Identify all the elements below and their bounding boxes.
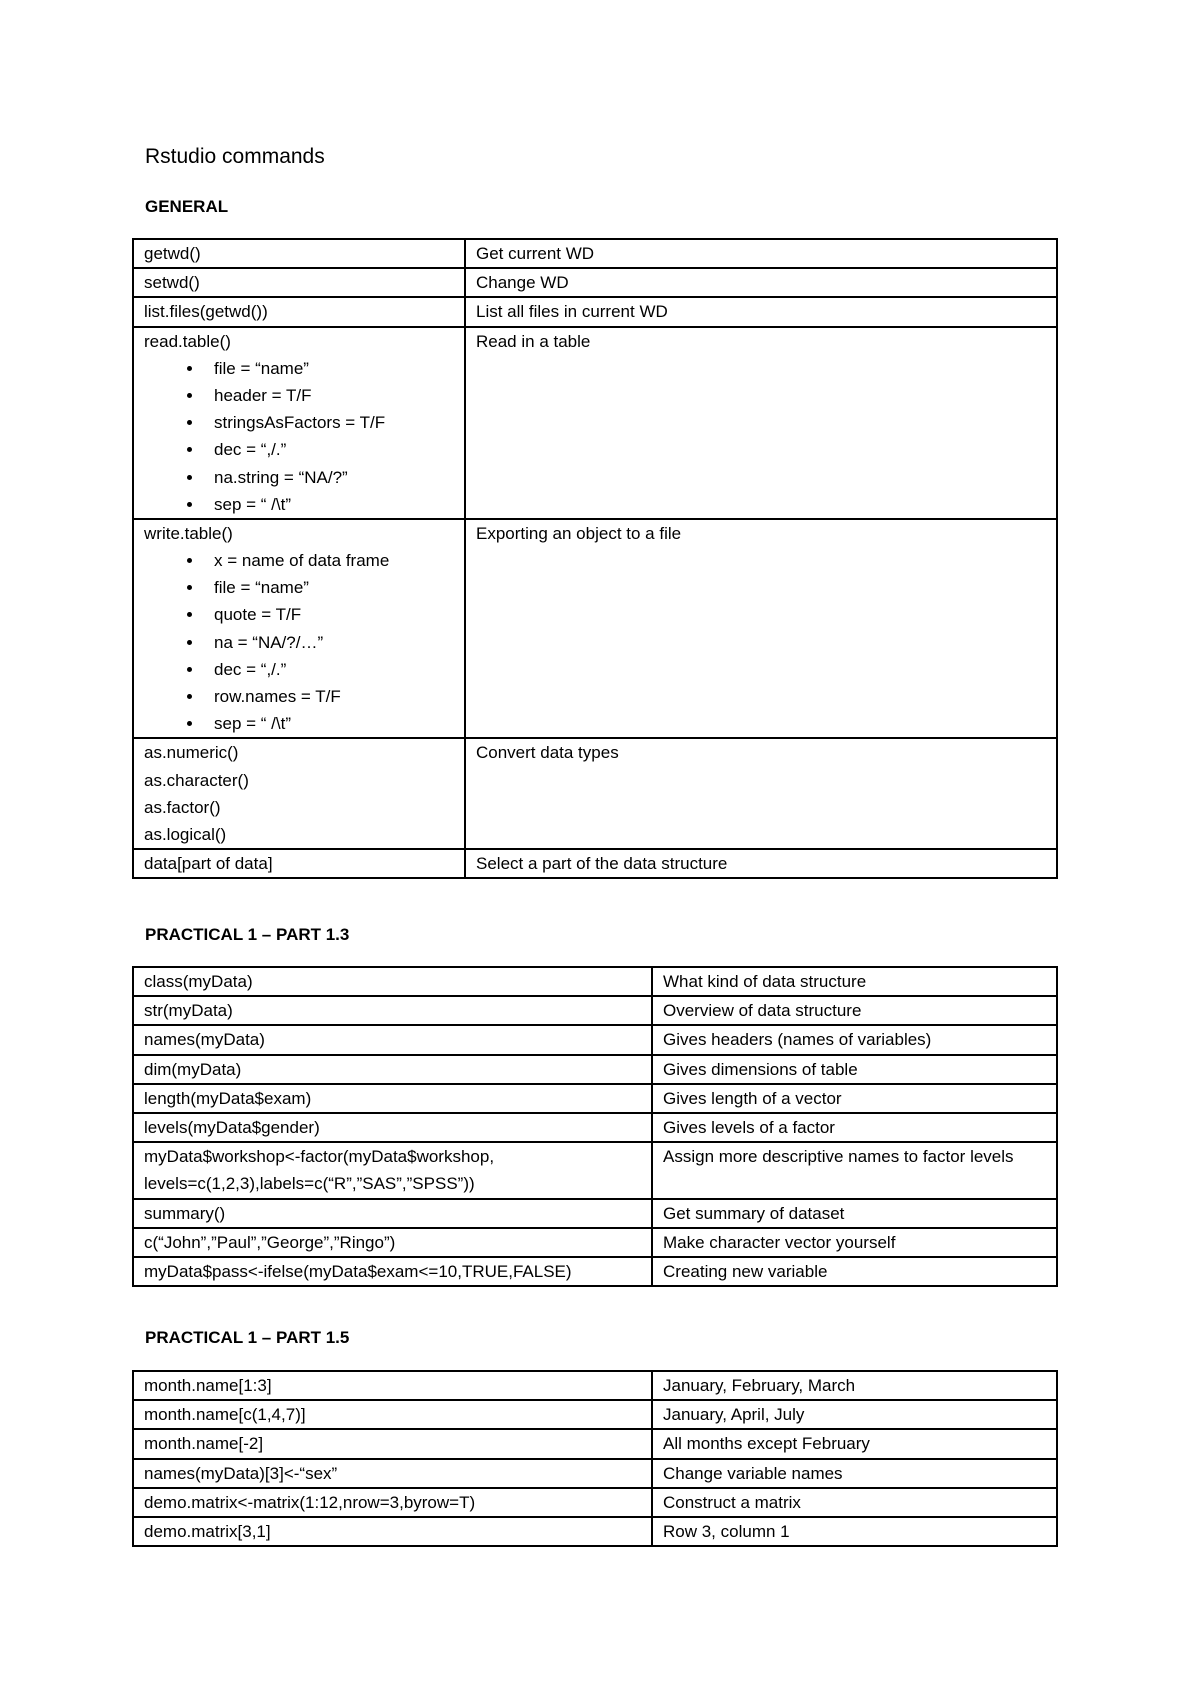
table-row [133,239,1057,268]
command-cell: str(myData) [133,996,652,1025]
parameter-list [144,547,454,737]
description-cell: Gives headers (names of variables) [652,1025,1057,1054]
command-line: as.numeric() [144,743,239,763]
description-cell: Change variable names [652,1459,1057,1488]
section-heading-practical-1-5: PRACTICAL 1 – PART 1.5 [145,1328,350,1347]
table-row [133,738,1057,849]
parameter-item: • header = T/F [204,382,454,409]
description-cell: Make character vector yourself [652,1228,1057,1257]
command-cell: myData$workshop<-factor(myData$workshop, levels=c(1,2,3),labels=c(“R”,”SAS”,”SPSS”)) [133,1142,652,1198]
table-row [133,1142,1057,1198]
command-cell: class(myData) [133,967,652,996]
table-row [133,1228,1057,1257]
command-line: as.factor() [144,797,221,817]
table-row [133,1400,1057,1429]
command-cell: names(myData)[3]<-“sex” [133,1459,652,1488]
description-cell: All months except February [652,1429,1057,1458]
command-cell [133,519,465,739]
command-cell: getwd() [133,239,465,268]
description-cell: January, April, July [652,1400,1057,1429]
description-cell: Overview of data structure [652,996,1057,1025]
command-cell: month.name[c(1,4,7)] [133,1400,652,1429]
table-row [133,1371,1057,1400]
table-row [133,1025,1057,1054]
table-row [133,1113,1057,1142]
command-cell: month.name[1:3] [133,1371,652,1400]
description-cell: Exporting an object to a file [465,519,1057,739]
command-cell: setwd() [133,268,465,297]
description-cell: Get summary of dataset [652,1199,1057,1228]
practical-1-5-table [132,1370,1058,1547]
table-row [133,996,1057,1025]
page-title: Rstudio commands [145,145,325,168]
parameter-item: • na.string = “NA/?” [204,464,454,491]
command-cell: month.name[-2] [133,1429,652,1458]
command-line: as.logical() [144,824,227,844]
table-row [133,849,1057,878]
parameter-item: • dec = “,/.” [204,436,454,463]
description-cell: Get current WD [465,239,1057,268]
command-name: read.table() [144,331,231,351]
parameter-item: • stringsAsFactors = T/F [204,409,454,436]
table-row [133,327,1057,519]
description-cell: Construct a matrix [652,1488,1057,1517]
command-cell [133,738,465,849]
parameter-item: • quote = T/F [204,601,454,628]
description-cell: Gives levels of a factor [652,1113,1057,1142]
description-cell: Assign more descriptive names to factor levels [652,1142,1057,1198]
parameter-item: • dec = “,/.” [204,656,454,683]
parameter-item: • row.names = T/F [204,683,454,710]
command-cell: data[part of data] [133,849,465,878]
description-cell: What kind of data structure [652,967,1057,996]
parameter-item: • sep = “ /\t” [204,491,454,518]
description-cell: Convert data types [465,738,1057,849]
parameter-item: • file = “name” [204,355,454,382]
parameter-item: • sep = “ /\t” [204,710,454,737]
command-cell: dim(myData) [133,1055,652,1084]
command-cell: list.files(getwd()) [133,297,465,326]
command-name: write.table() [144,523,233,543]
parameter-list [144,355,454,518]
section-heading-general: GENERAL [145,197,229,216]
table-row [133,297,1057,326]
description-cell: Read in a table [465,327,1057,519]
parameter-item: • file = “name” [204,574,454,601]
description-cell: Gives dimensions of table [652,1055,1057,1084]
description-cell: Gives length of a vector [652,1084,1057,1113]
table-row [133,1488,1057,1517]
general-table [132,238,1058,879]
table-row [133,519,1057,739]
table-row [133,1257,1057,1286]
description-cell: Change WD [465,268,1057,297]
command-cell [133,327,465,519]
table-row [133,1517,1057,1546]
table-row [133,1459,1057,1488]
table-row [133,268,1057,297]
table-row [133,1199,1057,1228]
parameter-item: • na = “NA/?/…” [204,629,454,656]
command-cell: names(myData) [133,1025,652,1054]
description-cell: January, February, March [652,1371,1057,1400]
table-row [133,967,1057,996]
practical-1-3-table [132,966,1058,1287]
description-cell: Row 3, column 1 [652,1517,1057,1546]
command-cell: demo.matrix<-matrix(1:12,nrow=3,byrow=T) [133,1488,652,1517]
section-heading-practical-1-3: PRACTICAL 1 – PART 1.3 [145,925,350,944]
table-row [133,1084,1057,1113]
command-cell: summary() [133,1199,652,1228]
command-cell: levels(myData$gender) [133,1113,652,1142]
table-row [133,1055,1057,1084]
command-cell: length(myData$exam) [133,1084,652,1113]
description-cell: Creating new variable [652,1257,1057,1286]
table-row [133,1429,1057,1458]
description-cell: List all files in current WD [465,297,1057,326]
command-cell: myData$pass<-ifelse(myData$exam<=10,TRUE,FALSE) [133,1257,652,1286]
command-line: as.character() [144,770,249,790]
parameter-item: • x = name of data frame [204,547,454,574]
command-cell: demo.matrix[3,1] [133,1517,652,1546]
description-cell: Select a part of the data structure [465,849,1057,878]
command-cell: c(“John”,”Paul”,”George”,”Ringo”) [133,1228,652,1257]
